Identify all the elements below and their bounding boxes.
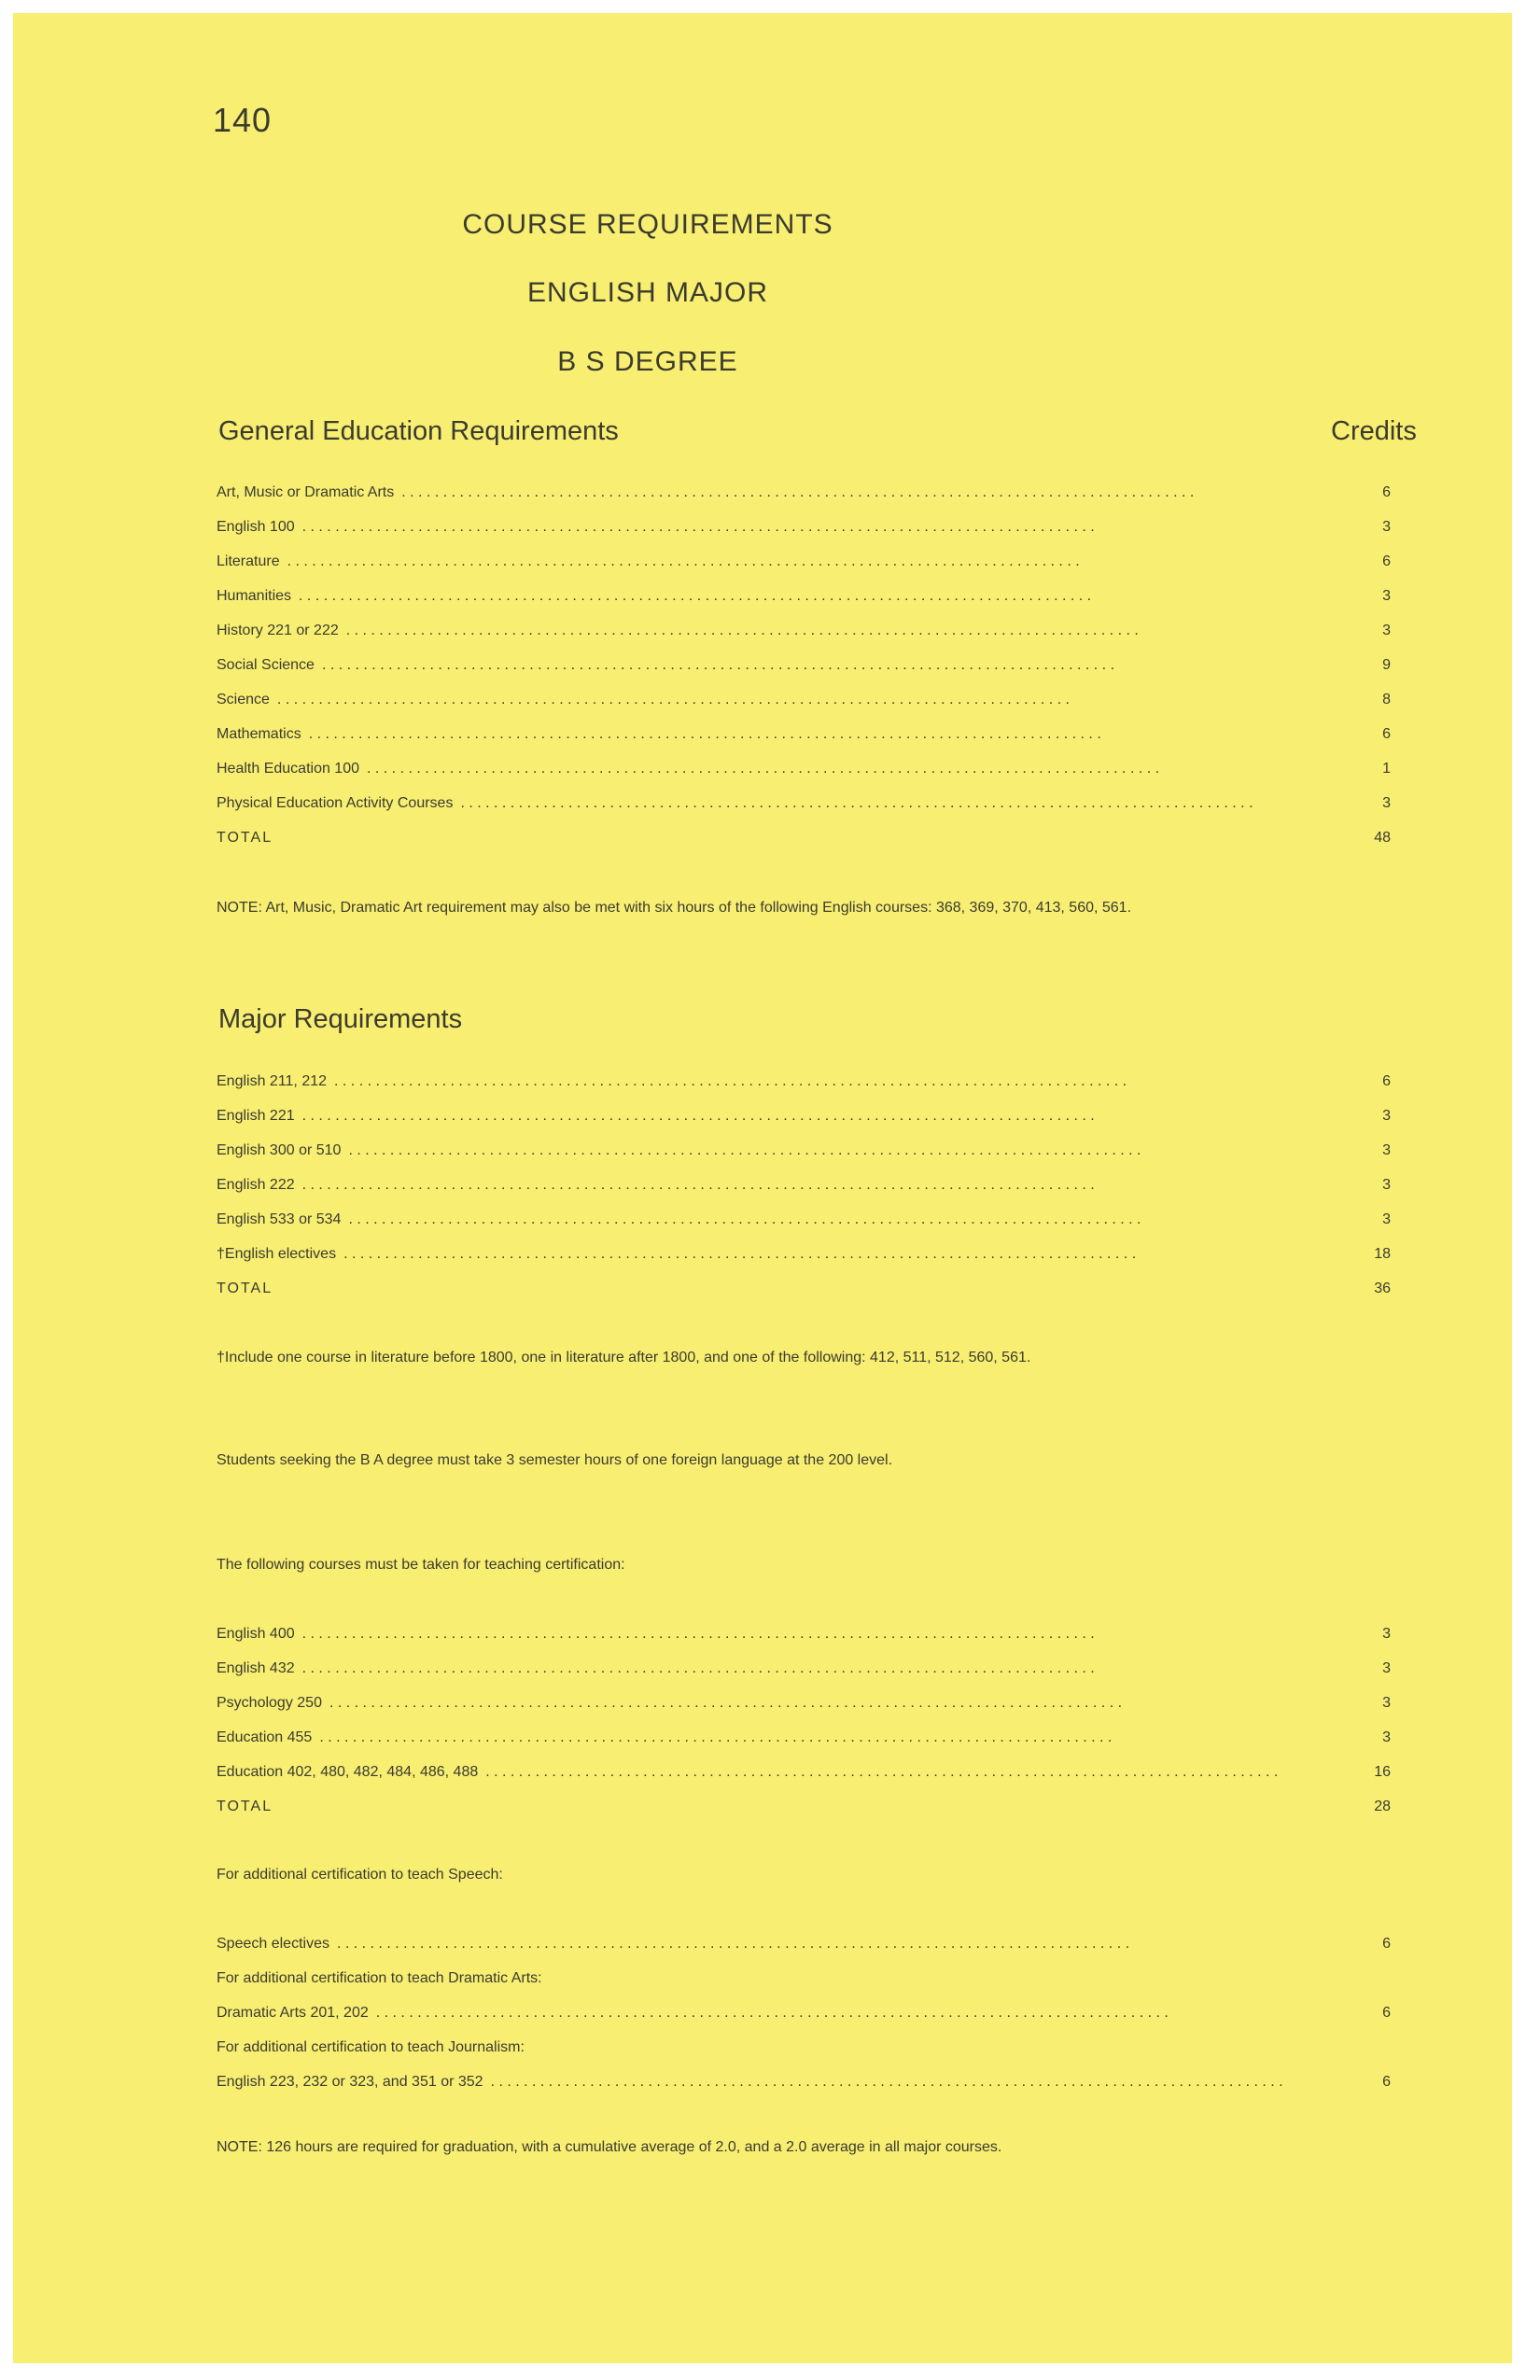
list-item: Social Science . . . 9 — [217, 657, 1391, 692]
list-item: Literature . . . 6 — [217, 553, 1391, 588]
general-education-list — [217, 484, 1391, 864]
catalog-page — [13, 13, 1512, 2363]
list-item: Art, Music or Dramatic Arts . . . 6 — [217, 484, 1391, 519]
degree-subtitle: B S DEGREE — [557, 346, 738, 377]
major-requirements-heading: Major Requirements — [218, 1004, 463, 1034]
list-item: English 533 or 534 . . . 3 — [217, 1211, 1391, 1246]
journalism-certification-heading: For additional certification to teach Journalism: — [217, 2039, 525, 2055]
list-item: English 222 . . . 3 — [217, 1177, 1391, 1211]
page-title: COURSE REQUIREMENTS — [462, 209, 833, 240]
list-item: Education 402, 480, 482, 484, 486, 488 . . . 16 — [217, 1764, 1391, 1799]
teaching-total-row: TOTAL 28 — [217, 1799, 1391, 1814]
list-item: History 221 or 222 . . . 3 — [217, 623, 1391, 657]
major-requirements-list — [217, 1073, 1391, 1315]
list-item: English 400 . . . 3 — [217, 1626, 1391, 1660]
general-total-row: TOTAL 48 — [217, 830, 1391, 846]
major-subtitle: ENGLISH MAJOR — [526, 277, 769, 308]
list-item: Health Education 100 . . . 1 — [217, 761, 1391, 795]
list-item: Mathematics . . . 6 — [217, 726, 1391, 761]
list-item: English 221 . . . 3 — [217, 1108, 1391, 1142]
drama-certification-heading: For additional certification to teach Dramatic Arts: — [217, 1970, 542, 1986]
electives-footnote: †Include one course in literature before 1800, one in literature after 1800, and one of the following: 412, 511, 512, 560, 561. — [217, 1350, 1031, 1365]
major-total-row: TOTAL 36 — [217, 1281, 1391, 1296]
list-item: †English electives . . . 18 — [217, 1246, 1391, 1281]
list-item: Dramatic Arts 201, 202 . . . 6 — [217, 2005, 1391, 2039]
teaching-certification-heading: The following courses must be taken for teaching certification: — [217, 1557, 625, 1573]
list-item: Science . . . 8 — [217, 692, 1391, 726]
list-item: English 211, 212 . . . 6 — [217, 1073, 1391, 1108]
list-item: Education 455 . . . 3 — [217, 1729, 1391, 1764]
credits-heading: Credits — [1331, 416, 1417, 446]
graduation-note: NOTE: 126 hours are required for graduation, with a cumulative average of 2.0, and a 2.0 average in all major courses. — [217, 2139, 1002, 2155]
teaching-certification-list — [217, 1626, 1391, 1833]
additional-certification-list — [217, 1936, 1391, 2108]
art-requirement-note: NOTE: Art, Music, Dramatic Art requirement may also be met with six hours of the following English courses: 368, 369, 370, 413, 560, 561. — [217, 900, 1132, 916]
ba-degree-note: Students seeking the B A degree must take 3 semester hours of one foreign language at the 200 level. — [217, 1452, 893, 1468]
general-education-heading: General Education Requirements — [218, 416, 619, 446]
list-item: Physical Education Activity Courses . . . 3 — [217, 795, 1391, 830]
list-item: English 300 or 510 . . . 3 — [217, 1142, 1391, 1177]
list-item: Psychology 250 . . . 3 — [217, 1695, 1391, 1729]
speech-certification-heading: For additional certification to teach Speech: — [217, 1867, 503, 1883]
page-number: 140 — [213, 101, 273, 139]
list-item: Speech electives . . . 6 — [217, 1936, 1391, 1970]
list-item: English 432 . . . 3 — [217, 1660, 1391, 1695]
list-item: English 100 . . . 3 — [217, 519, 1391, 553]
list-item: English 223, 232 or 323, and 351 or 352 . . . 6 — [217, 2074, 1391, 2108]
list-item: Humanities . . . 3 — [217, 588, 1391, 623]
